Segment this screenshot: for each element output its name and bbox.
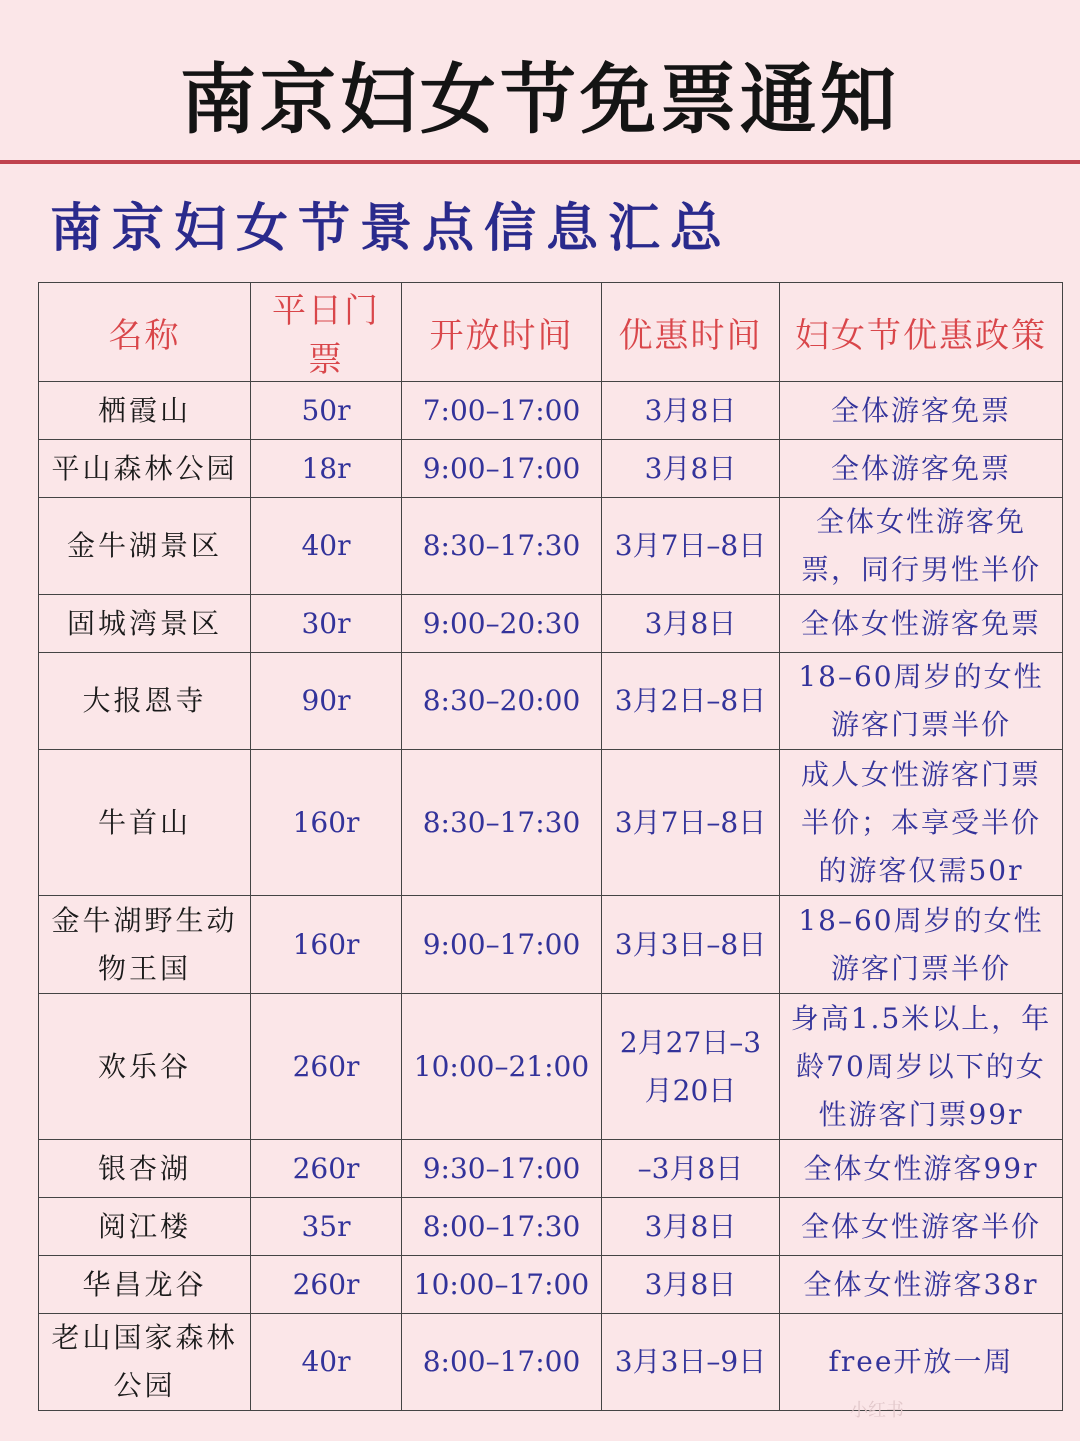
cell-name: 阅江楼 — [39, 1198, 251, 1256]
cell-price: 90r — [251, 653, 402, 750]
cell-period: –3月8日 — [602, 1140, 780, 1198]
header-name: 名称 — [39, 283, 251, 382]
page-title: 南京妇女节免票通知 — [180, 55, 900, 144]
cell-policy: 全体女性游客38r — [780, 1256, 1063, 1314]
cell-name: 固城湾景区 — [39, 595, 251, 653]
cell-price: 160r — [251, 896, 402, 994]
cell-period: 3月8日 — [602, 1198, 780, 1256]
cell-policy: 18–60周岁的女性游客门票半价 — [780, 896, 1063, 994]
table-row — [39, 750, 1063, 896]
table-row — [39, 1198, 1063, 1256]
cell-hours: 8:00–17:30 — [402, 1198, 602, 1256]
cell-period: 3月7日–8日 — [602, 750, 780, 896]
cell-period: 3月8日 — [602, 1256, 780, 1314]
cell-period: 3月2日–8日 — [602, 653, 780, 750]
cell-price: 260r — [251, 1140, 402, 1198]
table-row — [39, 498, 1063, 595]
table-row — [39, 1256, 1063, 1314]
cell-name: 牛首山 — [39, 750, 251, 896]
cell-hours: 8:00–17:00 — [402, 1314, 602, 1411]
cell-hours: 8:30–17:30 — [402, 750, 602, 896]
table-row — [39, 1314, 1063, 1411]
cell-hours: 9:00–20:30 — [402, 595, 602, 653]
cell-period: 3月3日–8日 — [602, 896, 780, 994]
cell-name: 大报恩寺 — [39, 653, 251, 750]
cell-hours: 7:00–17:00 — [402, 382, 602, 440]
table-row — [39, 994, 1063, 1140]
table-row — [39, 653, 1063, 750]
section-subtitle: 南京妇女节景点信息汇总 — [50, 198, 733, 259]
cell-hours: 9:00–17:00 — [402, 896, 602, 994]
cell-name: 银杏湖 — [39, 1140, 251, 1198]
cell-policy: 全体游客免票 — [780, 440, 1063, 498]
cell-policy: free开放一周 — [780, 1314, 1063, 1411]
cell-policy: 18–60周岁的女性游客门票半价 — [780, 653, 1063, 750]
cell-hours: 9:30–17:00 — [402, 1140, 602, 1198]
cell-policy: 身高1.5米以上，年龄70周岁以下的女性游客门票99r — [780, 994, 1063, 1140]
attractions-table — [38, 282, 1063, 1411]
cell-name: 华昌龙谷 — [39, 1256, 251, 1314]
cell-price: 30r — [251, 595, 402, 653]
cell-hours: 8:30–17:30 — [402, 498, 602, 595]
cell-price: 40r — [251, 1314, 402, 1411]
cell-policy: 全体女性游客半价 — [780, 1198, 1063, 1256]
cell-policy: 全体女性游客免票，同行男性半价 — [780, 498, 1063, 595]
cell-period: 3月8日 — [602, 595, 780, 653]
header-period: 优惠时间 — [602, 283, 780, 382]
cell-period: 2月27日–3月20日 — [602, 994, 780, 1140]
cell-price: 50r — [251, 382, 402, 440]
title-divider — [0, 160, 1080, 164]
cell-name: 平山森林公园 — [39, 440, 251, 498]
table-row — [39, 896, 1063, 994]
table-row — [39, 382, 1063, 440]
cell-name: 金牛湖景区 — [39, 498, 251, 595]
cell-price: 260r — [251, 1256, 402, 1314]
cell-name: 欢乐谷 — [39, 994, 251, 1140]
cell-period: 3月8日 — [602, 382, 780, 440]
header-price: 平日门票 — [251, 283, 402, 382]
cell-price: 260r — [251, 994, 402, 1140]
cell-hours: 10:00–17:00 — [402, 1256, 602, 1314]
table-row — [39, 440, 1063, 498]
cell-hours: 10:00–21:00 — [402, 994, 602, 1140]
cell-price: 35r — [251, 1198, 402, 1256]
cell-hours: 8:30–20:00 — [402, 653, 602, 750]
cell-period: 3月7日–8日 — [602, 498, 780, 595]
watermark: 小红书 — [850, 1400, 904, 1421]
cell-period: 3月3日–9日 — [602, 1314, 780, 1411]
cell-policy: 成人女性游客门票半价；本享受半价的游客仅需50r — [780, 750, 1063, 896]
header-hours: 开放时间 — [402, 283, 602, 382]
cell-name: 栖霞山 — [39, 382, 251, 440]
cell-name: 老山国家森林公园 — [39, 1314, 251, 1411]
cell-policy: 全体女性游客免票 — [780, 595, 1063, 653]
cell-name: 金牛湖野生动物王国 — [39, 896, 251, 994]
cell-price: 40r — [251, 498, 402, 595]
header-policy: 妇女节优惠政策 — [780, 283, 1063, 382]
cell-price: 160r — [251, 750, 402, 896]
cell-policy: 全体游客免票 — [780, 382, 1063, 440]
table-row — [39, 595, 1063, 653]
cell-hours: 9:00–17:00 — [402, 440, 602, 498]
cell-period: 3月8日 — [602, 440, 780, 498]
table-row — [39, 1140, 1063, 1198]
cell-price: 18r — [251, 440, 402, 498]
cell-policy: 全体女性游客99r — [780, 1140, 1063, 1198]
table-header-row — [39, 283, 1063, 382]
